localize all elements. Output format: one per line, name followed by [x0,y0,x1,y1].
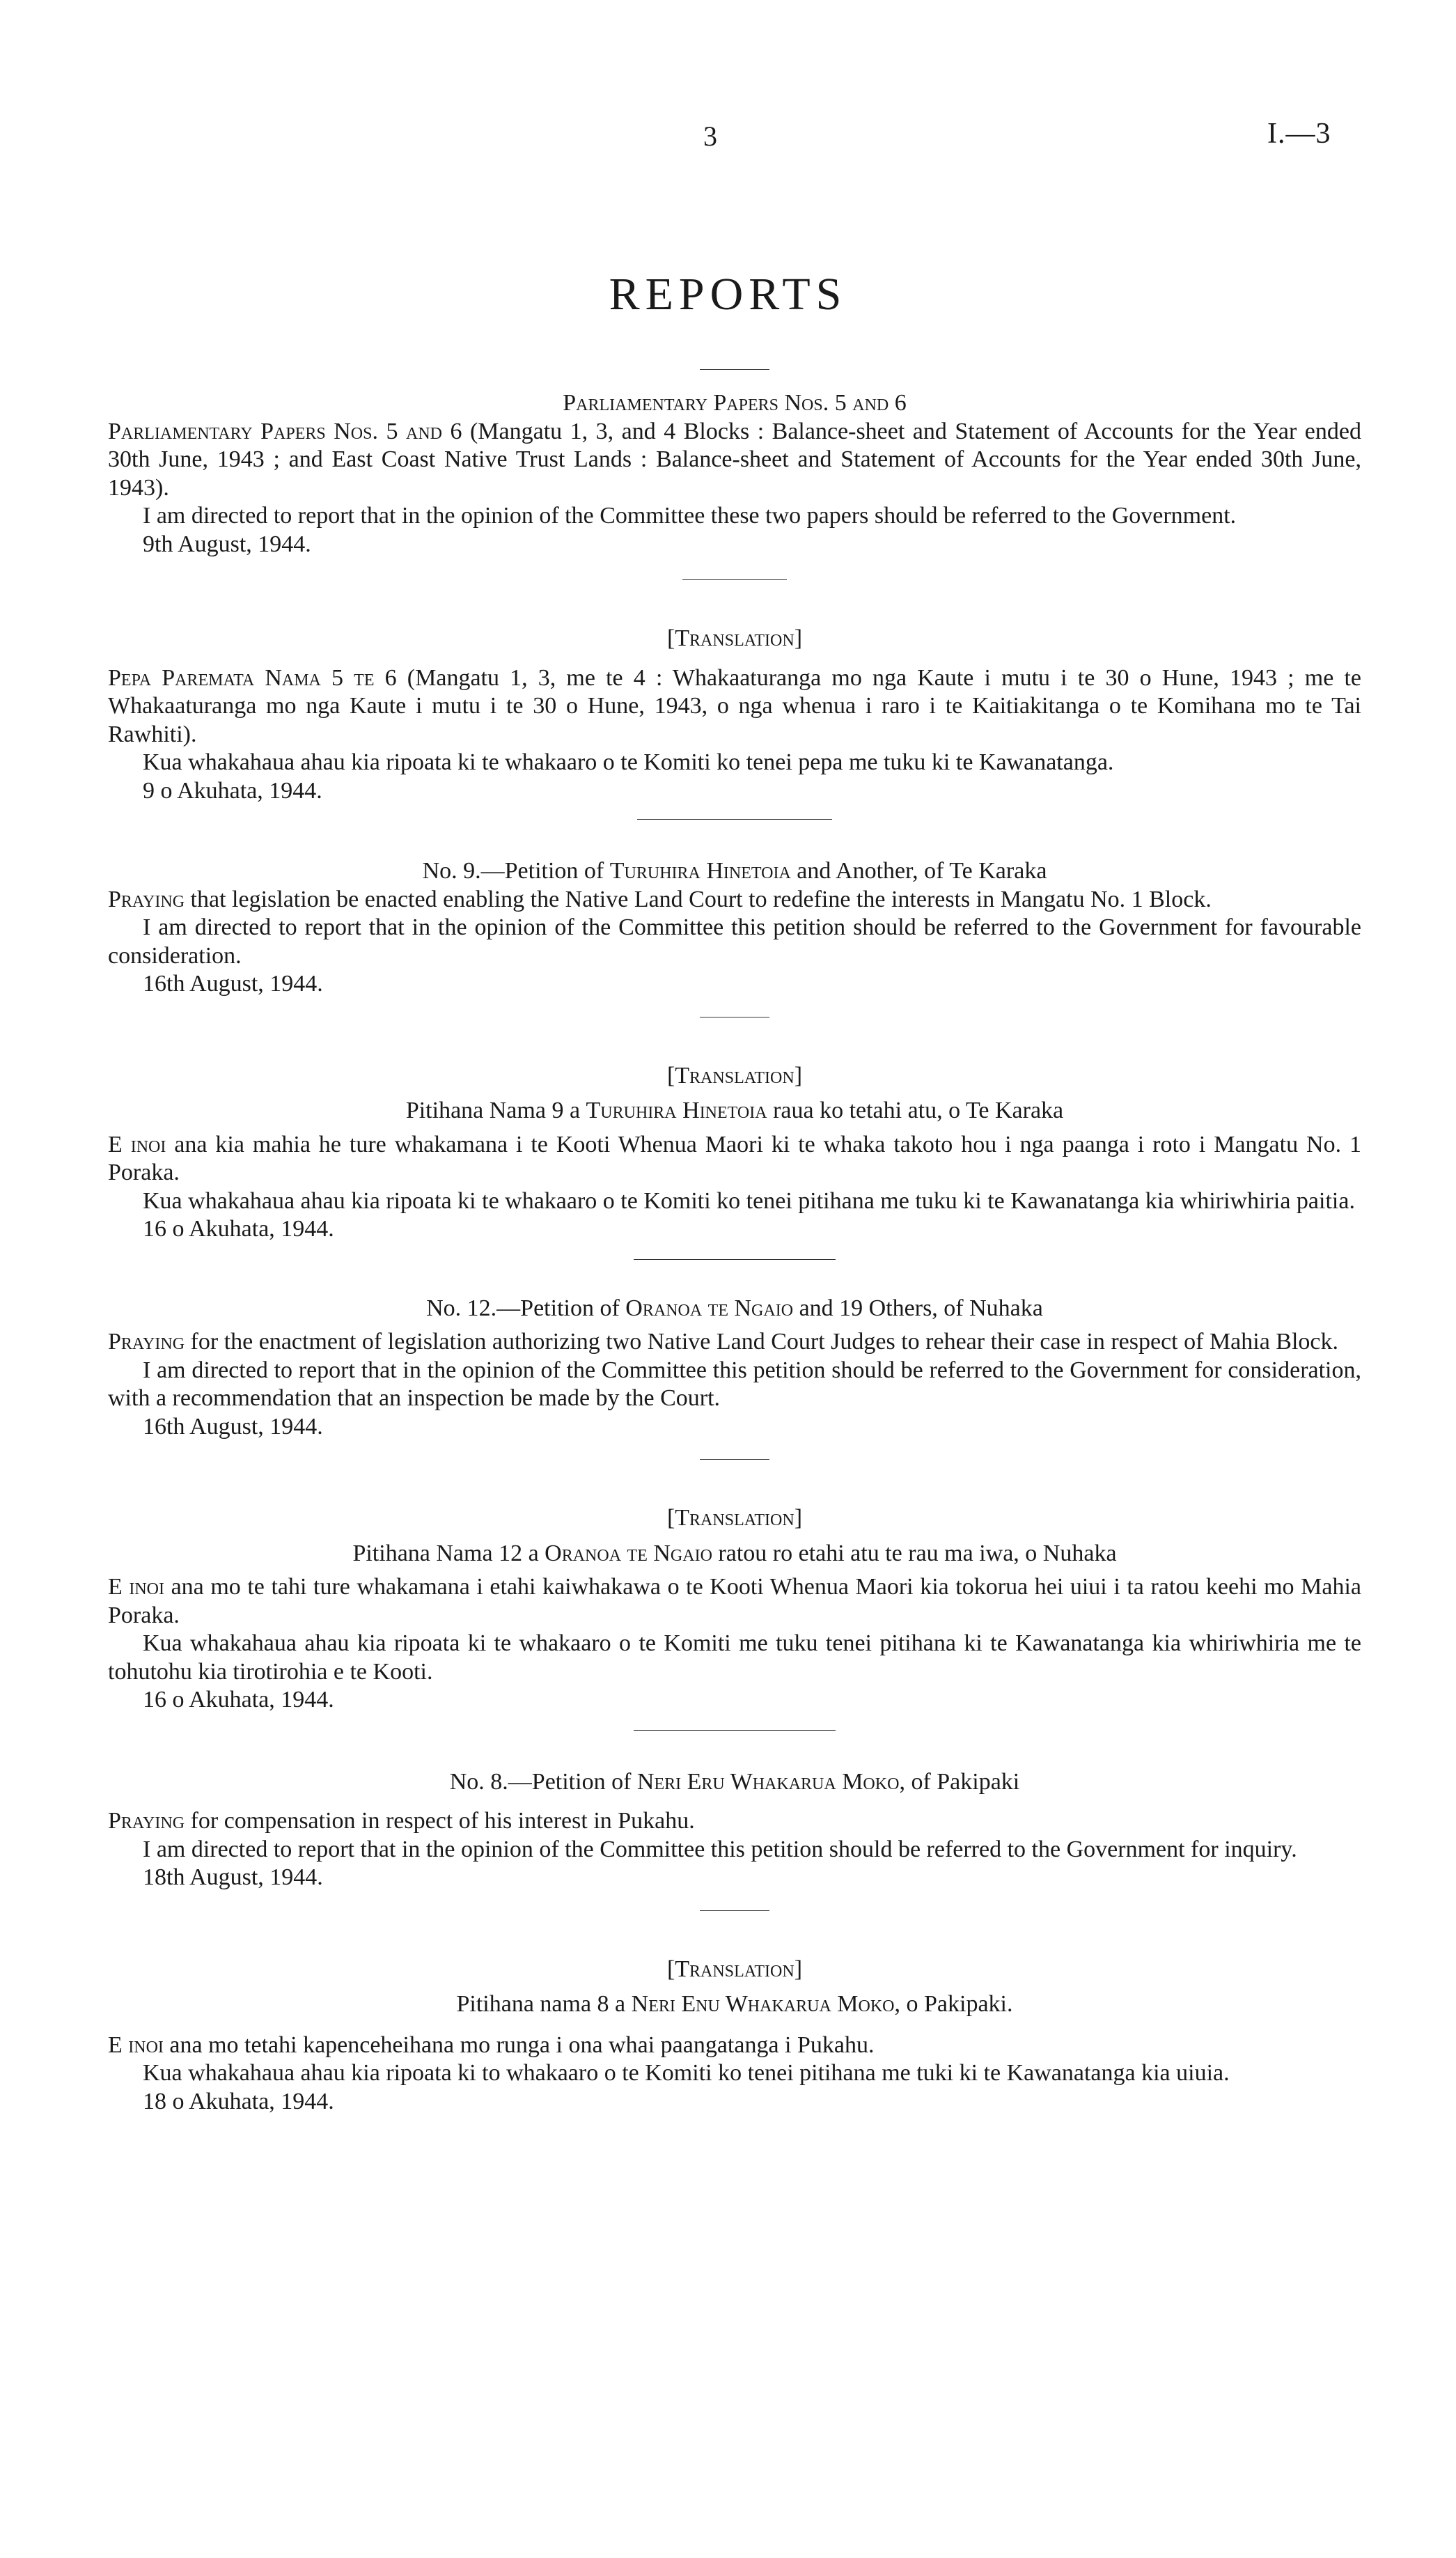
section-body [108,1328,1361,1357]
heading-tail: ratou ro etahi atu te rau ma iwa, o Nuhaka [712,1540,1117,1566]
body-text: that legislation be enacted enabling the Native Land Court to redefine the interests in Mangatu No. 1 Block. [185,886,1212,912]
heading-tail: , o Pakipaki. [894,1991,1013,2017]
section-heading [108,1540,1361,1568]
lead-word: E inoi [108,2031,164,2058]
heading-lead: Pitihana nama 8 a [456,1991,632,2017]
heading-lead: Pitihana Nama 9 a [405,1098,586,1123]
page-number: 3 [703,120,717,152]
heading-tail: raua ko tetahi atu, o Te Karaka [767,1098,1064,1123]
report-text: I am directed to report that in the opinion of the Committee this petition should be referred to the Government for favourable consideration. [108,914,1361,969]
report-text: Kua whakahaua ahau kia ripoata ki te whakaaro o te Komiti me tuku tenei pitihana ki te Kawanatanga kia whiriwhiria me te tohutohu kia tirotirohia e te Kooti. [108,1630,1361,1685]
section-heading [108,1990,1361,2019]
body-text: for compensation in respect of his interest in Pukahu. [185,1808,695,1834]
section-heading [108,857,1361,886]
report-date: 16 o Akuhata, 1944. [143,1687,334,1713]
report-text: I am directed to report that in the opinion of the Committee this petition should be referred to the Government for inquiry. [143,1836,1297,1862]
heading-name: Parliamentary Papers Nos. 5 and 6 [563,390,907,416]
heading-name: Neri Eru Whakarua Moko [636,1768,900,1795]
heading-lead: No. 12.—Petition of [426,1295,626,1321]
heading-tail: , of Pakipaki [899,1768,1020,1795]
translation-label: [Translation] [666,1505,803,1531]
lead-word: E inoi [108,1131,166,1157]
section-body [108,1573,1361,1630]
document-reference: I.—3 [1267,118,1331,150]
report-text: I am directed to report that in the opinion of the Committee this petition should be referred to the Government for consideration, with a recommendation that an inspection be made by the Court. [108,1357,1361,1411]
report-text: Kua whakahaua ahau kia ripoata ki te whakaaro o te Komiti ko tenei pepa me tuku ki te Kawanatanga. [143,749,1114,775]
lead-word: E inoi [108,1574,164,1600]
report-date: 9 o Akuhata, 1944. [143,777,322,804]
report-date: 16th August, 1944. [143,971,323,997]
heading-name: Oranoa te Ngaio [625,1295,794,1321]
heading-tail: and 19 Others, of Nuhaka [793,1295,1043,1321]
section-body [108,1807,1361,1836]
report-date: 16 o Akuhata, 1944. [143,1216,334,1242]
section-body [108,1131,1361,1187]
section-body [108,664,1361,749]
section-body [108,886,1361,914]
body-text: ana mo te tahi ture whakamana i etahi kaiwhakawa o te Kooti Whenua Maori kia tokorua hei uiui i ta ratou keehi mo Mahia Poraka. [108,1574,1361,1628]
section-heading [108,389,1361,418]
section-heading [108,1768,1361,1797]
section-heading [108,1295,1361,1323]
heading-lead: No. 8.—Petition of [449,1768,637,1795]
report-text: Kua whakahaua ahau kia ripoata ki te whakaaro o te Komiti ko tenei pitihana me tuku ki te Kawanatanga kia whiriwhiria paitia. [143,1187,1355,1214]
page-title: REPORTS [609,269,847,320]
body-text: for the enactment of legislation authorizing two Native Land Court Judges to rehear their case in respect of Mahia Block. [185,1329,1339,1355]
body-text: (Mangatu 1, 3, and 4 Blocks : Balance-sheet and Statement of Accounts for the Year ended 30th June, 1943 ; and East Coast Native Trust Lands : Balance-sheet and Statement of Accounts for the Year ended 30th June, 1943). [108,418,1361,501]
heading-lead: Pitihana Nama 12 a [352,1540,545,1566]
heading-name: Turuhira Hinetoia [609,858,791,884]
report-text: Kua whakahaua ahau kia ripoata ki to whakaaro o te Komiti ko tenei pitihana me tuki ki te Kawanatanga kia uiuia. [143,2060,1230,2086]
heading-name: Oranoa te Ngaio [545,1540,712,1566]
section-heading [108,1097,1361,1125]
reports-column [108,369,1361,2116]
body-text: (Mangatu 1, 3, me te 4 : Whakaaturanga mo nga Kaute i mutu i te 30 o Hune, 1943 ; me te Whakaaturanga mo nga Kaute i mutu i te 30 o Hune, 1943, o nga whenua i raro i te Kaitiakitanga o te Komihana mo te Tai Rawhiti). [108,664,1361,747]
heading-name: Turuhira Hinetoia [586,1098,767,1123]
lead-word: Praying [108,886,185,912]
heading-name: Neri Enu Whakarua Moko [631,1991,895,2017]
section-body [108,2031,1361,2060]
section-body [108,418,1361,503]
translation-label: [Translation] [666,625,803,651]
lead-word: Praying [108,1329,185,1355]
report-text: I am directed to report that in the opinion of the Committee these two papers should be referred to the Government. [143,503,1237,529]
heading-tail: and Another, of Te Karaka [790,858,1047,884]
report-date: 18th August, 1944. [143,1864,323,1890]
lead-word: Pepa Paremata Nama 5 te 6 [108,664,397,691]
report-date: 16th August, 1944. [143,1413,323,1440]
body-text: ana kia mahia he ture whakamana i te Kooti Whenua Maori ki te whaka takoto hou i nga paanga i roto i Mangatu No. 1 Poraka. [108,1131,1362,1185]
body-text: ana mo tetahi kapenceheihana mo runga i ona whai paangatanga i Pukahu. [163,2031,875,2058]
lead-word: Praying [108,1808,185,1834]
report-date: 9th August, 1944. [143,531,311,557]
heading-lead: No. 9.—Petition of [422,858,610,884]
report-date: 18 o Akuhata, 1944. [143,2088,334,2114]
translation-label: [Translation] [666,1956,803,1982]
lead-word: Parliamentary Papers Nos. 5 and 6 [108,418,462,444]
translation-label: [Translation] [666,1062,803,1089]
